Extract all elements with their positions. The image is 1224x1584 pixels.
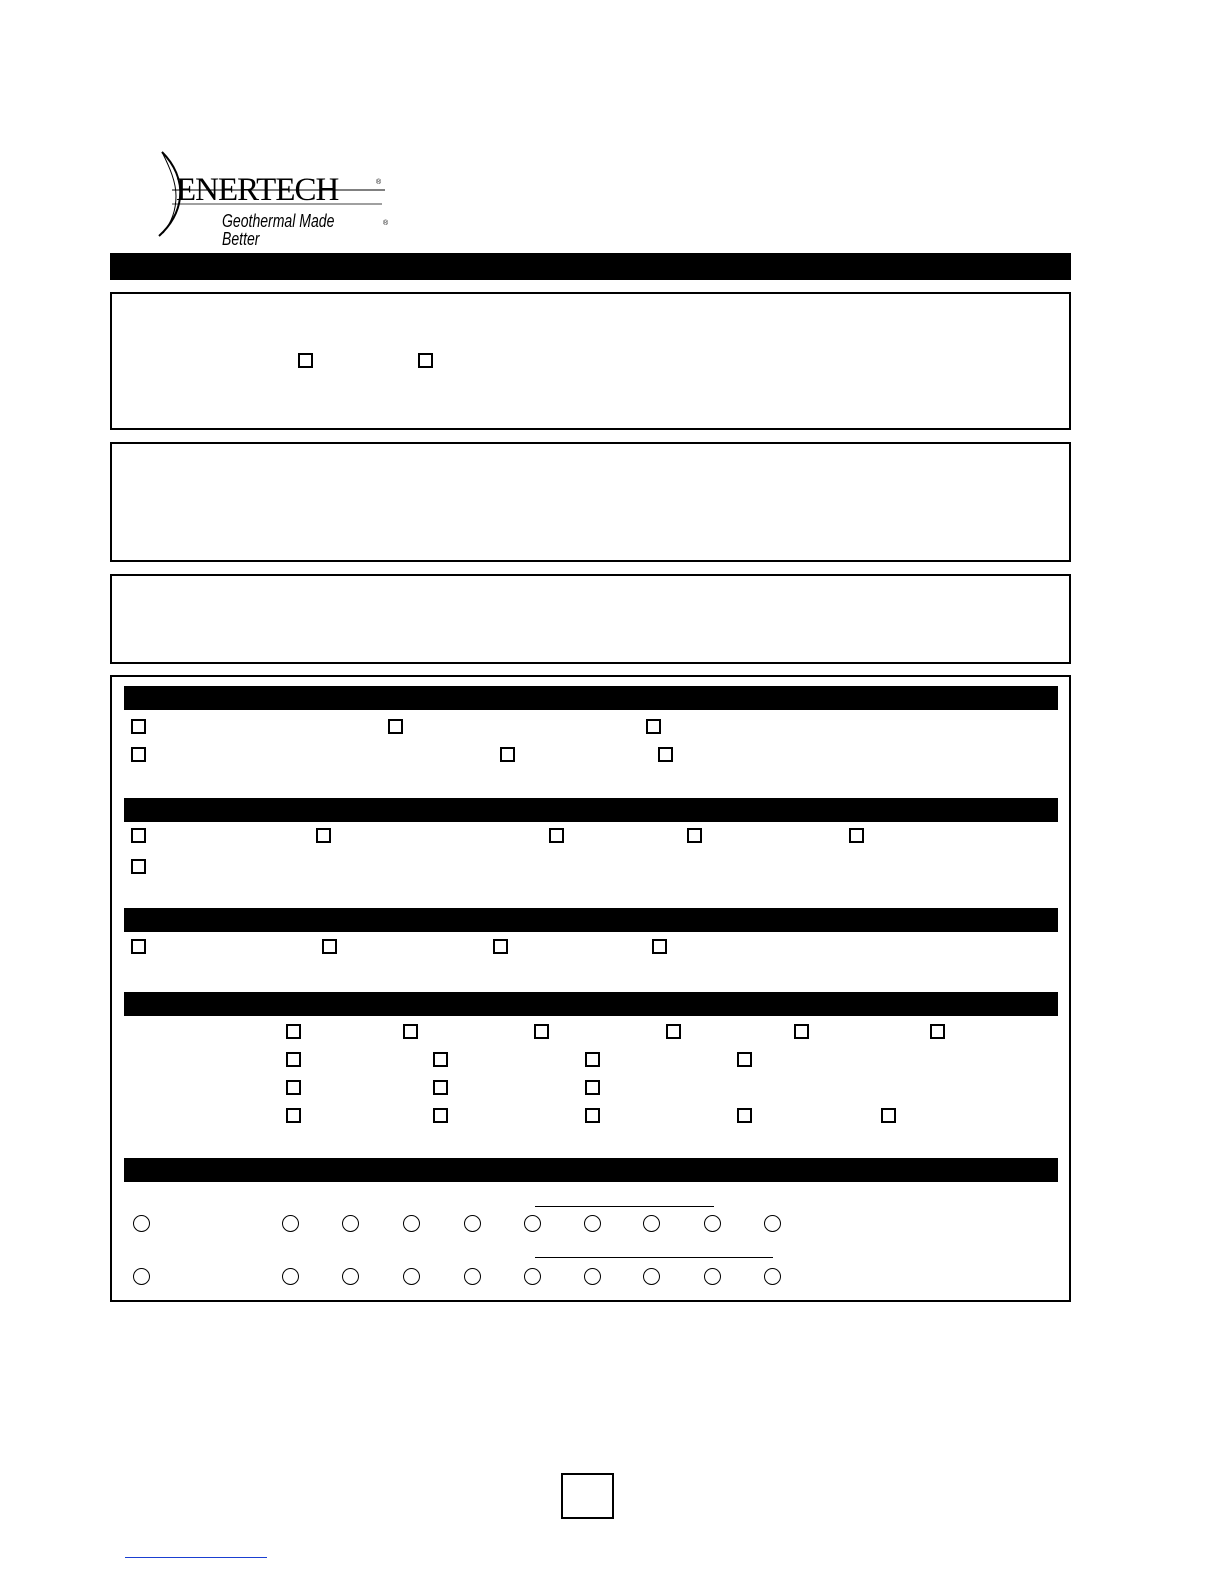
page-number-box — [561, 1473, 614, 1519]
radio-button[interactable] — [643, 1215, 660, 1232]
radio-button[interactable] — [704, 1268, 721, 1285]
checkbox[interactable] — [403, 1024, 418, 1039]
checkbox[interactable] — [433, 1108, 448, 1123]
checkbox[interactable] — [687, 828, 702, 843]
checkbox[interactable] — [658, 747, 673, 762]
logo-tagline: Geothermal Made Better — [222, 211, 335, 249]
checkbox[interactable] — [500, 747, 515, 762]
checkbox[interactable] — [930, 1024, 945, 1039]
section-header-bar-5 — [124, 1158, 1058, 1182]
radio-button[interactable] — [342, 1268, 359, 1285]
radio-button[interactable] — [464, 1215, 481, 1232]
checkbox[interactable] — [737, 1108, 752, 1123]
checkbox[interactable] — [433, 1052, 448, 1067]
section-header-bar-1 — [124, 686, 1058, 710]
scale-label-line — [535, 1206, 714, 1207]
checkbox[interactable] — [652, 939, 667, 954]
checkbox[interactable] — [666, 1024, 681, 1039]
tagline-registered-mark: ® — [383, 220, 389, 227]
enertech-logo — [150, 146, 400, 249]
checkbox[interactable] — [131, 828, 146, 843]
checkbox[interactable] — [286, 1080, 301, 1095]
section-header-bar-4 — [124, 992, 1058, 1016]
info-box-1 — [110, 292, 1071, 430]
info-box-3 — [110, 574, 1071, 664]
radio-button[interactable] — [704, 1215, 721, 1232]
logo-wordmark: ENERTECH — [176, 172, 339, 208]
checkbox[interactable] — [131, 719, 146, 734]
radio-button[interactable] — [584, 1268, 601, 1285]
checkbox[interactable] — [286, 1052, 301, 1067]
radio-button[interactable] — [403, 1268, 420, 1285]
checkbox[interactable] — [131, 747, 146, 762]
checkbox[interactable] — [794, 1024, 809, 1039]
checkbox[interactable] — [433, 1080, 448, 1095]
checkbox[interactable] — [388, 719, 403, 734]
checkbox[interactable] — [849, 828, 864, 843]
section-header-bar-2 — [124, 798, 1058, 822]
checkbox[interactable] — [316, 828, 331, 843]
checkbox[interactable] — [298, 353, 313, 368]
radio-button[interactable] — [403, 1215, 420, 1232]
checkbox[interactable] — [286, 1108, 301, 1123]
radio-button[interactable] — [584, 1215, 601, 1232]
checkbox[interactable] — [131, 939, 146, 954]
section-header-bar-3 — [124, 908, 1058, 932]
scale-label-line — [535, 1257, 773, 1258]
radio-button[interactable] — [524, 1215, 541, 1232]
checkbox[interactable] — [286, 1024, 301, 1039]
radio-button[interactable] — [133, 1215, 150, 1232]
checkbox[interactable] — [534, 1024, 549, 1039]
checkbox[interactable] — [585, 1108, 600, 1123]
radio-button[interactable] — [524, 1268, 541, 1285]
radio-button[interactable] — [282, 1268, 299, 1285]
logo-registered-mark: ® — [376, 179, 382, 186]
radio-button[interactable] — [643, 1268, 660, 1285]
checkbox[interactable] — [418, 353, 433, 368]
options-box — [110, 675, 1071, 1302]
info-box-2 — [110, 442, 1071, 562]
form-title-bar — [110, 253, 1071, 280]
checkbox[interactable] — [131, 859, 146, 874]
radio-button[interactable] — [133, 1268, 150, 1285]
checkbox[interactable] — [549, 828, 564, 843]
checkbox[interactable] — [585, 1052, 600, 1067]
checkbox[interactable] — [493, 939, 508, 954]
checkbox[interactable] — [737, 1052, 752, 1067]
radio-button[interactable] — [342, 1215, 359, 1232]
link-underline[interactable] — [125, 1557, 267, 1558]
radio-button[interactable] — [282, 1215, 299, 1232]
radio-button[interactable] — [764, 1268, 781, 1285]
radio-button[interactable] — [464, 1268, 481, 1285]
checkbox[interactable] — [646, 719, 661, 734]
checkbox[interactable] — [322, 939, 337, 954]
checkbox[interactable] — [585, 1080, 600, 1095]
checkbox[interactable] — [881, 1108, 896, 1123]
radio-button[interactable] — [764, 1215, 781, 1232]
